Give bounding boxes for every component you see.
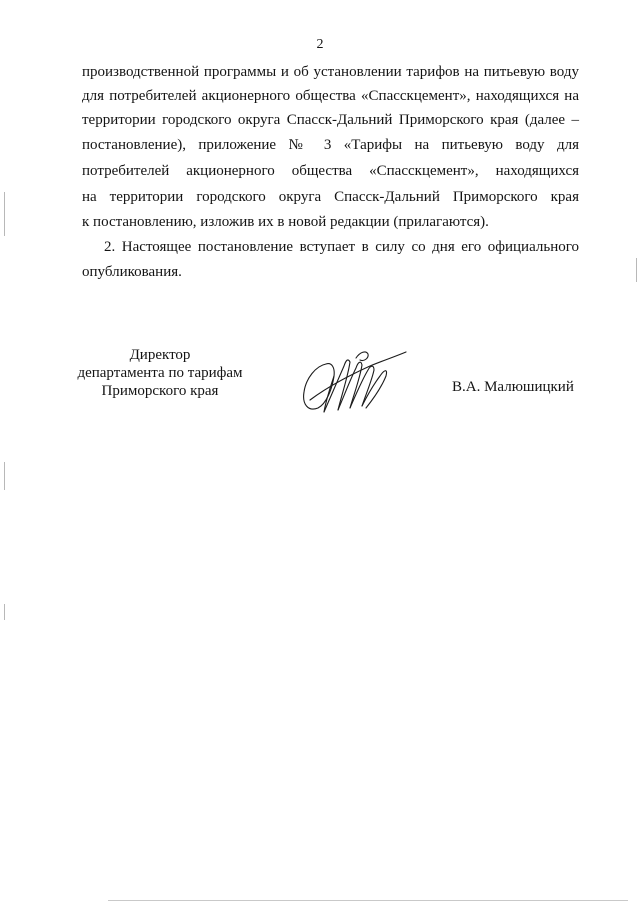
paragraph-1-line: территории городского округа Спасск-Дальний Приморского края (далее – — [82, 112, 579, 128]
scan-edge-mark — [636, 258, 637, 282]
paragraph-1-line: постановление), приложение № 3 «Тарифы на питьевую воду для — [82, 137, 579, 153]
paragraph-1-line: к постановлению, изложив их в новой редакции (прилагаются). — [82, 214, 489, 230]
paragraph-1-line: для потребителей акционерного общества «Спасскцемент», находящихся на — [82, 88, 579, 104]
signatory-title — [50, 346, 270, 400]
scan-bottom-edge — [108, 900, 628, 901]
paragraph-2-line: опубликования. — [82, 264, 182, 280]
paragraph-1-line: на территории городского округа Спасск-Дальний Приморского края — [82, 189, 579, 205]
scan-edge-mark — [4, 462, 5, 490]
scan-edge-mark — [4, 192, 5, 236]
paragraph-1-line: потребителей акционерного общества «Спасскцемент», находящихся — [82, 163, 579, 179]
signatory-title-line: Приморского края — [101, 383, 219, 399]
paragraph-1-line: производственной программы и об установлении тарифов на питьевую воду — [82, 64, 579, 80]
handwritten-signature — [296, 348, 412, 420]
paragraph-2-line: 2. Настоящее постановление вступает в силу со дня его официального — [104, 239, 579, 255]
signatory-title-line: департамента по тарифам — [77, 365, 243, 381]
page-number: 2 — [316, 37, 324, 52]
signatory-name: В.А. Малюшицкий — [452, 379, 574, 395]
scan-edge-mark — [4, 604, 5, 620]
signatory-title-line: Директор — [129, 347, 191, 363]
